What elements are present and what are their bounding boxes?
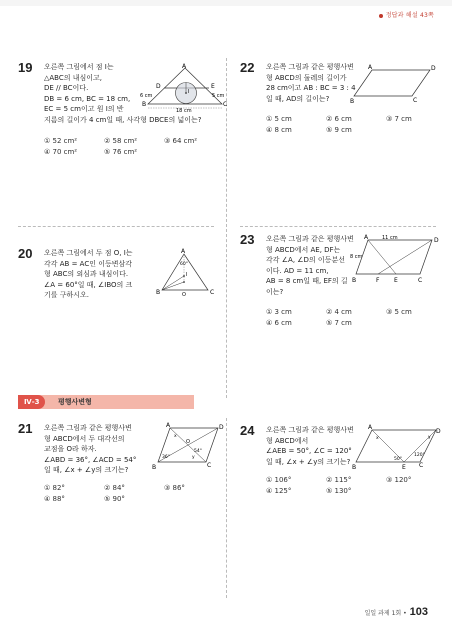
- text-line: 각각 AB = AC인 이등변삼각: [44, 259, 133, 268]
- text-line: 기를 구하시오.: [44, 291, 90, 299]
- label-c: C: [419, 462, 424, 469]
- choice-5[interactable]: ⑤ 9 cm: [326, 126, 352, 134]
- label-bc: 18 cm: [176, 108, 192, 112]
- section-code: Ⅳ-3: [18, 395, 45, 409]
- choice-5[interactable]: ⑤ 7 cm: [326, 319, 352, 327]
- text-line: 일 때, ∠x + ∠y의 크기는?: [44, 466, 129, 474]
- figure-19: [140, 62, 230, 112]
- choice-5[interactable]: ⑤ 130°: [326, 487, 352, 495]
- text-line: 형 ABCD의 둘레의 길이가: [266, 73, 347, 82]
- label-d: D: [431, 65, 436, 72]
- figure-21: [152, 420, 224, 472]
- row-divider-left: [18, 226, 214, 227]
- question-text: [266, 234, 357, 297]
- question-number: 19: [18, 60, 33, 75]
- label-a: A: [364, 234, 369, 241]
- figure-22: [350, 62, 440, 104]
- label-ec: 5 cm: [212, 93, 225, 99]
- choice-2[interactable]: ② 58 cm²: [104, 137, 138, 145]
- text-line: EC = 5 cm이고 원 I의 반: [44, 105, 124, 113]
- answer-choices: [266, 114, 446, 136]
- choice-1[interactable]: ① 5 cm: [266, 115, 292, 123]
- label-b: B: [156, 289, 161, 296]
- text-line: 오른쪽 그림과 같은 평행사변: [44, 424, 132, 432]
- choice-5[interactable]: ⑤ 76 cm²: [104, 148, 138, 156]
- answer-reference: [379, 10, 434, 19]
- label-e: E: [402, 464, 406, 470]
- text-line: 오른쪽 그림과 같은 평행사변: [266, 426, 354, 434]
- label-ad: 11 cm: [382, 235, 398, 241]
- choice-1[interactable]: ① 82°: [44, 484, 65, 492]
- label-54: 54°: [194, 449, 202, 454]
- label-y: y: [428, 435, 431, 440]
- text-line: 형 ABCD에서 AE, DF는: [266, 245, 341, 254]
- label-120: 120°: [414, 453, 425, 458]
- label-i: I: [186, 272, 188, 278]
- section-title: 평행사변형: [58, 398, 92, 406]
- text-line: 28 cm이고 AB : BC = 3 : 4: [266, 84, 356, 92]
- choice-2[interactable]: ② 4 cm: [326, 308, 352, 316]
- row-divider-right: [240, 226, 436, 227]
- text-line: 형 ABC의 외심과 내심이다.: [44, 270, 129, 278]
- label-o: O: [186, 439, 190, 445]
- label-a: A: [368, 64, 373, 71]
- text-line: ∠A = 60°일 때, ∠IBO의 크: [44, 280, 133, 289]
- label-c: C: [418, 277, 423, 284]
- label-i: I: [188, 89, 190, 95]
- choice-5[interactable]: ⑤ 90°: [104, 495, 125, 503]
- label-c: C: [413, 97, 418, 104]
- choice-2[interactable]: ② 84°: [104, 484, 125, 492]
- text-line: 형 ABCD에서 두 대각선의: [44, 434, 125, 443]
- question-text: [44, 423, 136, 476]
- figure-24: [352, 422, 442, 470]
- label-a: A: [181, 248, 186, 255]
- label-b: B: [352, 464, 357, 470]
- text-line: 형 ABCD에서: [266, 436, 309, 445]
- label-e: E: [394, 277, 398, 284]
- choice-4[interactable]: ④ 70 cm²: [44, 148, 78, 156]
- column-divider-bottom: [226, 418, 227, 598]
- text-line: DE // BC이다.: [44, 84, 89, 92]
- text-line: 일 때, ∠x + ∠y의 크기는?: [266, 457, 351, 466]
- choice-3[interactable]: ③ 7 cm: [386, 115, 412, 123]
- choice-3[interactable]: ③ 120°: [386, 476, 412, 484]
- choice-1[interactable]: ① 52 cm²: [44, 137, 78, 145]
- choice-4[interactable]: ④ 88°: [44, 495, 65, 503]
- label-d: D: [156, 83, 161, 90]
- choice-2[interactable]: ② 6 cm: [326, 115, 352, 123]
- label-ab: 8 cm: [350, 254, 363, 260]
- text-line: 오른쪽 그림에서 점 I는: [44, 63, 114, 71]
- text-line: AB = 8 cm일 때, EF의 길: [266, 277, 348, 285]
- label-b: B: [142, 101, 147, 108]
- question-text: [266, 425, 354, 467]
- text-line: 지름의 길이가 4 cm일 때, 사각형 DBCE의 넓이는?: [44, 115, 202, 124]
- top-strip: [0, 0, 452, 6]
- choice-1[interactable]: ① 3 cm: [266, 308, 292, 316]
- red-dot-icon: [379, 14, 383, 18]
- footer-label: 일일 과제 1회 •: [364, 610, 407, 617]
- text-line: 일 때, AD의 길이는?: [266, 94, 330, 103]
- text-line: DB = 6 cm, BC = 18 cm,: [44, 94, 131, 103]
- label-c: C: [223, 101, 228, 108]
- question-number: 24: [240, 423, 255, 438]
- text-line: 오른쪽 그림과 같은 평행사변: [266, 235, 354, 243]
- label-b: B: [352, 277, 357, 284]
- label-f: F: [376, 277, 380, 284]
- choice-3[interactable]: ③ 5 cm: [386, 308, 412, 316]
- answer-choices: [44, 136, 224, 158]
- question-number: 20: [18, 246, 33, 261]
- label-d: D: [436, 428, 441, 435]
- page-number: 103: [409, 606, 428, 618]
- text-line: ∠ABD = 36°, ∠ACD = 54°: [44, 455, 137, 464]
- choice-4[interactable]: ④ 8 cm: [266, 126, 292, 134]
- label-a: A: [182, 63, 187, 70]
- figure-20: [156, 246, 222, 302]
- question-number: 21: [18, 421, 33, 436]
- label-b: B: [152, 464, 157, 471]
- label-b: B: [350, 98, 355, 104]
- choice-3[interactable]: ③ 64 cm²: [164, 137, 198, 145]
- label-a: A: [368, 424, 373, 431]
- text-line: 이다. AD = 11 cm,: [266, 266, 329, 275]
- text-line: 오른쪽 그림에서 두 점 O, I는: [44, 249, 133, 257]
- label-e: E: [211, 83, 215, 90]
- label-db: 6 cm: [140, 93, 153, 99]
- label-o: O: [182, 292, 186, 298]
- label-x: x: [376, 436, 379, 441]
- text-line: 각각 ∠A, ∠D의 이등분선: [266, 256, 345, 264]
- question-number: 23: [240, 232, 255, 247]
- figure-23: [350, 232, 442, 284]
- text-line: △ABC의 내심이고,: [44, 73, 102, 82]
- page-footer: [365, 606, 428, 618]
- label-c: C: [210, 289, 215, 296]
- text-line: 이는?: [266, 287, 284, 296]
- choice-3[interactable]: ③ 86°: [164, 484, 185, 492]
- answer-choices: [266, 307, 446, 329]
- question-number: 22: [240, 60, 255, 75]
- text-line: ∠AEB = 50°, ∠C = 120°: [266, 447, 352, 455]
- answer-choices: [44, 483, 224, 505]
- label-angle-a: 60°: [180, 262, 188, 267]
- choice-4[interactable]: ④ 125°: [266, 487, 292, 495]
- choice-2[interactable]: ② 115°: [326, 476, 352, 484]
- label-c: C: [207, 462, 212, 469]
- label-50: 50°: [394, 457, 402, 462]
- text-line: 교점을 O라 하자.: [44, 445, 97, 453]
- answer-reference-text: 정답과 해설 43쪽: [385, 12, 434, 19]
- question-text: [44, 248, 133, 301]
- label-a: A: [166, 422, 171, 429]
- choice-4[interactable]: ④ 6 cm: [266, 319, 292, 327]
- answer-choices: [266, 475, 446, 497]
- text-line: 오른쪽 그림과 같은 평행사변: [266, 63, 354, 71]
- label-d: D: [434, 237, 439, 244]
- label-y: y: [192, 455, 195, 460]
- label-x: x: [174, 434, 177, 439]
- choice-1[interactable]: ① 106°: [266, 476, 292, 484]
- label-36: 36°: [162, 455, 170, 460]
- question-text: [266, 62, 356, 104]
- label-d: D: [219, 424, 224, 431]
